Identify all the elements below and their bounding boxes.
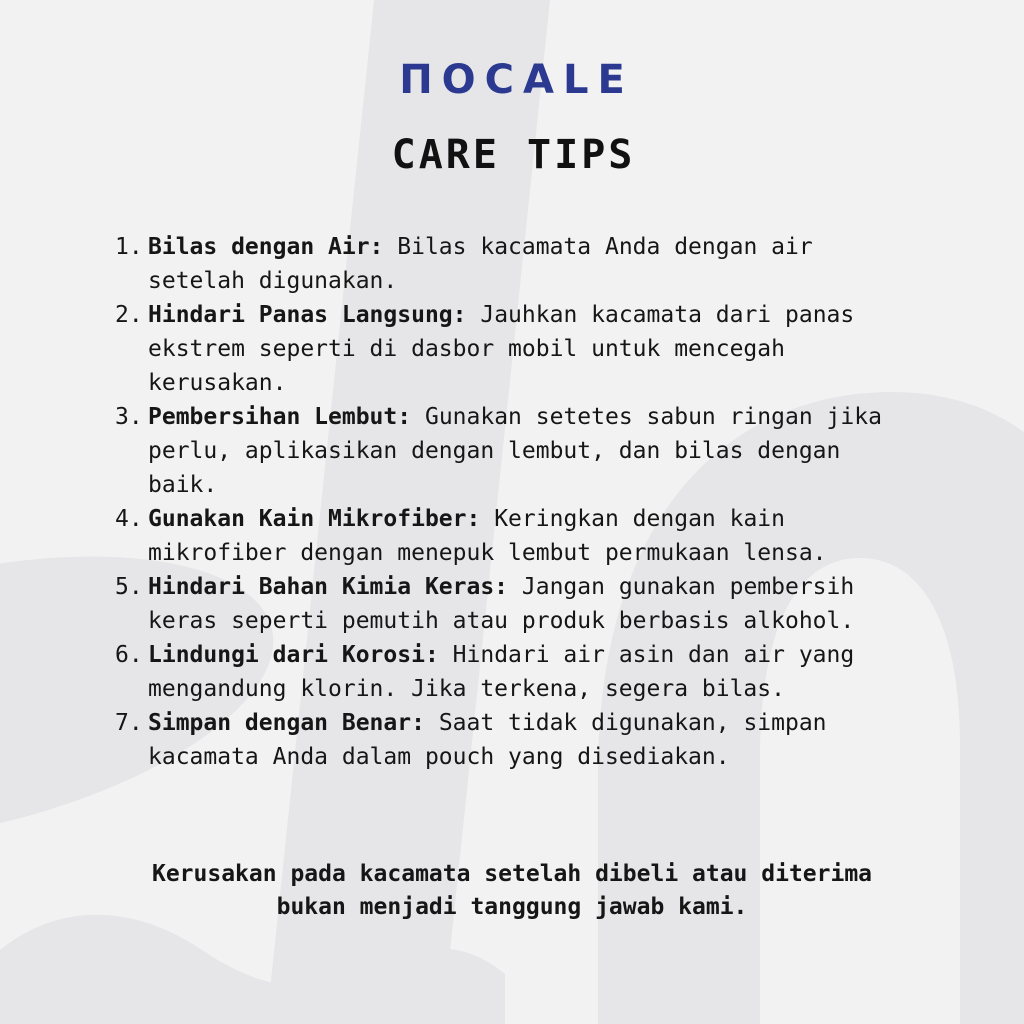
tip-text: Jangan gunakan pembersih keras seperti pemutih atau produk berbasis alkohol. [148,574,855,634]
tip-label: Simpan dengan Benar: [148,710,425,736]
tip-number: 7. [115,710,143,736]
tip-text: Hindari air asin dan air yang mengandung klorin. Jika terkena, segera bilas. [148,642,855,702]
tip-label: Lindungi dari Korosi: [148,642,439,668]
tip-item [115,400,1024,502]
brand-logo: ΠOCALE [399,57,634,103]
tip-label: Gunakan Kain Mikrofiber: [148,506,481,532]
tip-content [148,502,903,570]
tip-text: Bilas kacamata Anda dengan air setelah digunakan. [148,234,813,294]
tip-content [148,706,903,774]
disclaimer [0,858,1024,924]
tip-text: Jauhkan kacamata dari panas ekstrem seperti di dasbor mobil untuk mencegah kerusakan. [148,302,855,396]
care-tips-list [0,230,1024,774]
tip-content [148,570,903,638]
tip-content [148,638,903,706]
tip-content [148,400,903,502]
tip-content [148,230,903,298]
tip-item [115,230,1024,298]
tip-number: 5. [115,574,143,600]
tip-label: Hindari Bahan Kimia Keras: [148,574,509,600]
tip-item [115,502,1024,570]
tip-item [115,706,1024,774]
tip-number: 2. [115,302,143,328]
tip-text: Gunakan setetes sabun ringan jika perlu, aplikasikan dengan lembut, dan bilas dengan baik. [148,404,882,498]
tip-number: 1. [115,234,143,260]
tip-content [148,298,903,400]
tip-number: 3. [115,404,143,430]
disclaimer-line: Kerusakan pada kacamata setelah dibeli atau diterima [151,861,873,887]
tip-item [115,298,1024,400]
tip-label: Bilas dengan Air: [148,234,384,260]
page-title: CARE TIPS [391,132,636,178]
tip-text: Saat tidak digunakan, simpan kacamata Anda dalam pouch yang disediakan. [148,710,827,770]
tip-number: 4. [115,506,143,532]
disclaimer-line: bukan menjadi tanggung jawab kami. [276,894,748,920]
tip-label: Hindari Panas Langsung: [148,302,467,328]
tip-item [115,570,1024,638]
tip-label: Pembersihan Lembut: [148,404,412,430]
tip-item [115,638,1024,706]
tip-number: 6. [115,642,143,668]
tip-text: Keringkan dengan kain mikrofiber dengan menepuk lembut permukaan lensa. [148,506,827,566]
